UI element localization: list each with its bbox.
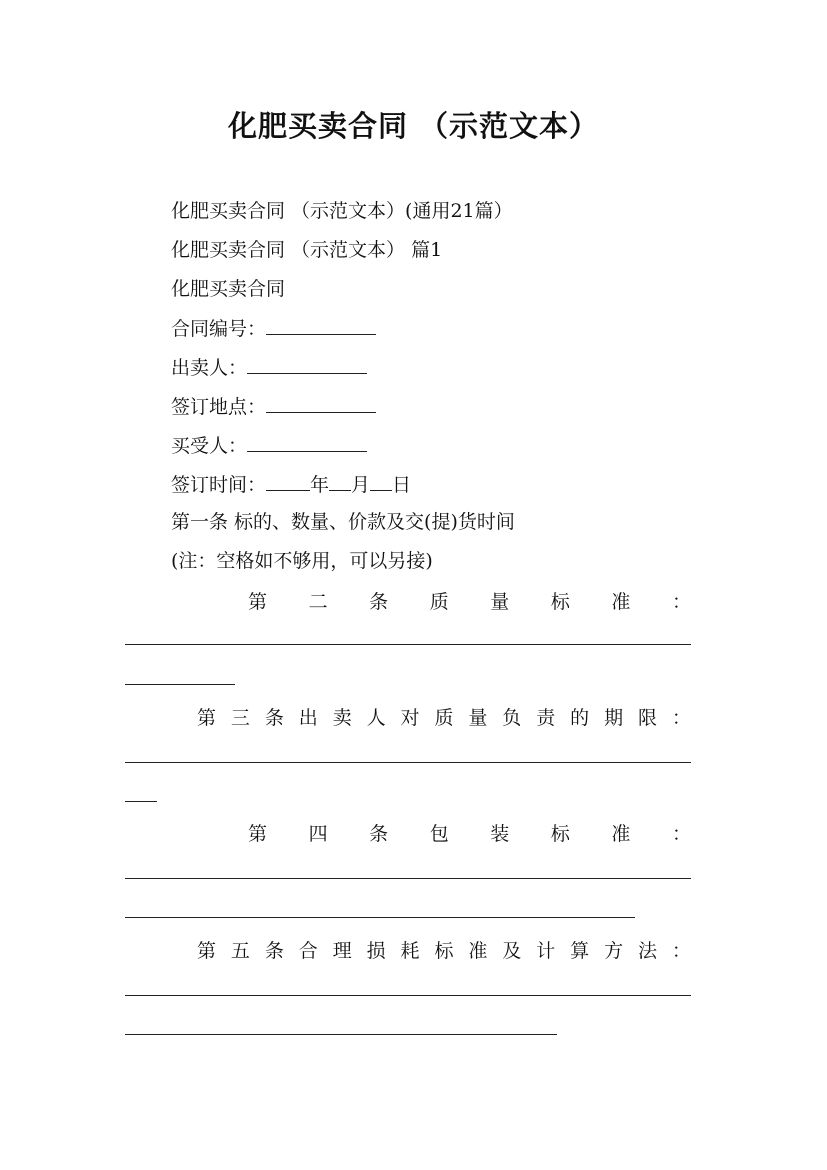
article-4-heading (248, 822, 691, 846)
article-5-heading-char: 标 (434, 940, 454, 962)
sign-place-label: 签订地点： (171, 396, 267, 418)
article-5-heading-char: 方 (604, 940, 624, 962)
article-2-heading-char: 第 (248, 591, 268, 613)
buyer-label: 买受人： (171, 435, 248, 457)
month-label: 月 (351, 474, 371, 496)
article-2-heading-char: ： (671, 591, 691, 613)
note-line: (注：空格如不够用，可以另接) (171, 550, 433, 572)
contract-no-blank[interactable] (266, 316, 376, 335)
article-5-heading-char: 条 (264, 940, 284, 962)
year-label: 年 (310, 474, 330, 496)
article-5-heading-char: 合 (298, 940, 318, 962)
article-3-heading-char: 量 (468, 707, 488, 729)
article-3-heading-char: 人 (366, 707, 386, 729)
article-3-blank-line[interactable] (125, 762, 691, 763)
sign-place-row (171, 394, 376, 419)
article-2-blank-line[interactable] (125, 644, 691, 645)
article-3-heading-char: 的 (570, 707, 590, 729)
article-5-blank-line[interactable] (125, 1034, 557, 1035)
article-5-heading-char: 法 (637, 940, 657, 962)
article-3-heading-char: 对 (400, 707, 420, 729)
seller-row (171, 355, 367, 380)
article-4-heading-char: 标 (550, 823, 570, 845)
article-3-heading-char: 负 (502, 707, 522, 729)
article-5-heading-char: ： (671, 940, 691, 962)
article-5-heading-char: 理 (332, 940, 352, 962)
article-3-heading-char: 责 (536, 707, 556, 729)
article-2-heading-char: 质 (429, 591, 449, 613)
sign-place-blank[interactable] (266, 394, 376, 413)
article-4-heading-char: 装 (490, 823, 510, 845)
subtitle-line: 化肥买卖合同 （示范文本）(通用21篇） (171, 200, 513, 222)
article-3-heading-char: 期 (604, 707, 624, 729)
heading-line: 化肥买卖合同 (171, 278, 286, 300)
article-4-heading-char: 包 (429, 823, 449, 845)
article-3-blank-line[interactable] (125, 801, 157, 802)
sign-time-label: 签订时间： (171, 474, 267, 496)
article-3-heading-char: 第 (197, 707, 217, 729)
article-2-blank-line[interactable] (125, 684, 235, 685)
article-5-heading-char: 第 (197, 940, 217, 962)
article-2-heading-char: 准 (611, 591, 631, 613)
day-label: 日 (392, 474, 412, 496)
chapter-line: 化肥买卖合同 （示范文本） 篇1 (171, 239, 443, 261)
article-3-heading-char: 限 (637, 707, 657, 729)
article-5-heading-char: 及 (502, 940, 522, 962)
article-1: 第一条 标的、数量、价款及交(提)货时间 (171, 511, 515, 533)
article-5-heading-char: 损 (366, 940, 386, 962)
article-3-heading-char: 出 (298, 707, 318, 729)
article-5-heading (197, 939, 691, 963)
document-title: 化肥买卖合同 （示范文本） (227, 109, 600, 143)
article-4-blank-line[interactable] (125, 878, 691, 879)
article-5-heading-char: 算 (570, 940, 590, 962)
article-3-heading-char: 卖 (332, 707, 352, 729)
article-3-heading-char: 质 (434, 707, 454, 729)
article-3-heading-char: 条 (264, 707, 284, 729)
article-3-heading (197, 706, 691, 730)
article-2-heading-char: 标 (550, 591, 570, 613)
article-4-blank-line[interactable] (125, 917, 635, 918)
buyer-row (171, 433, 367, 458)
article-4-heading-char: 条 (369, 823, 389, 845)
article-5-heading-char: 准 (468, 940, 488, 962)
article-5-blank-line[interactable] (125, 995, 691, 996)
article-5-heading-char: 五 (230, 940, 250, 962)
seller-blank[interactable] (247, 355, 367, 374)
article-4-heading-char: ： (671, 823, 691, 845)
day-blank[interactable] (370, 472, 392, 491)
sign-time-row (171, 472, 411, 497)
month-blank[interactable] (329, 472, 351, 491)
article-2-heading (248, 590, 691, 614)
year-blank[interactable] (266, 472, 310, 491)
seller-label: 出卖人： (171, 357, 248, 379)
article-4-heading-char: 第 (248, 823, 268, 845)
article-5-heading-char: 计 (536, 940, 556, 962)
article-4-heading-char: 准 (611, 823, 631, 845)
article-3-heading-char: ： (671, 707, 691, 729)
contract-no-row (171, 316, 376, 341)
article-5-heading-char: 耗 (400, 940, 420, 962)
article-3-heading-char: 三 (230, 707, 250, 729)
article-4-heading-char: 四 (308, 823, 328, 845)
article-2-heading-char: 条 (369, 591, 389, 613)
buyer-blank[interactable] (247, 433, 367, 452)
article-2-heading-char: 二 (308, 591, 328, 613)
article-2-heading-char: 量 (490, 591, 510, 613)
contract-no-label: 合同编号： (171, 318, 267, 340)
